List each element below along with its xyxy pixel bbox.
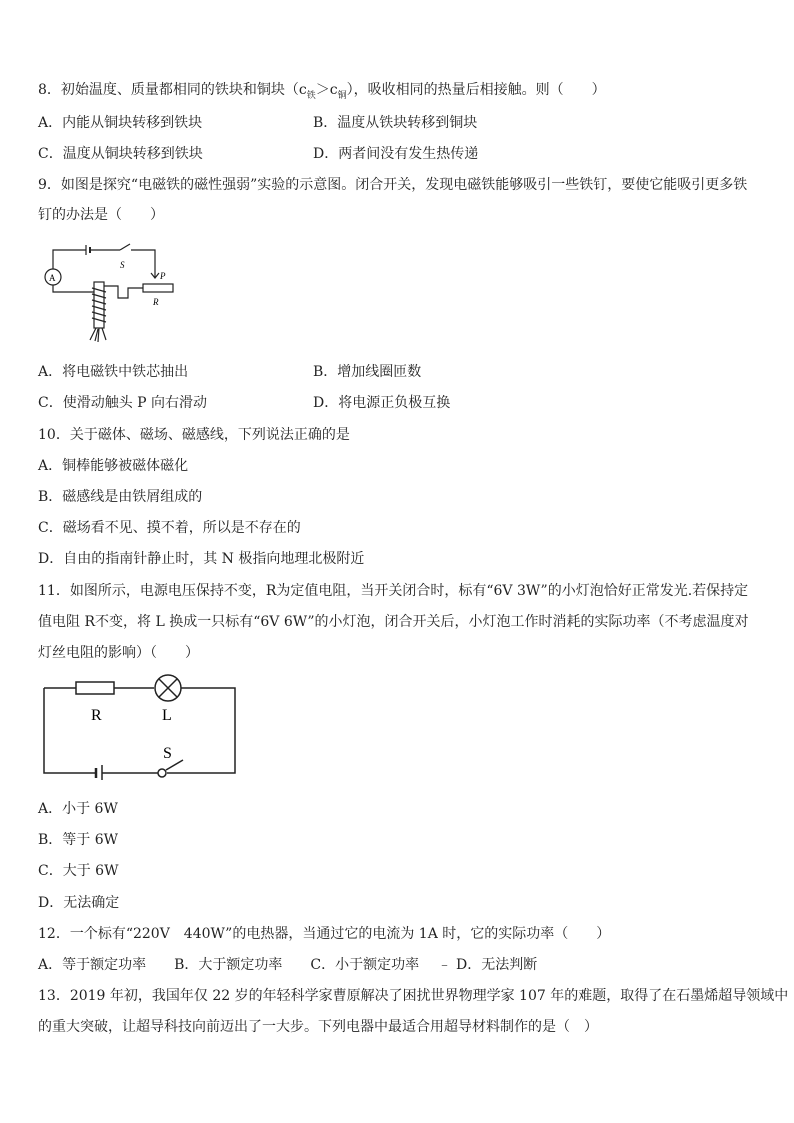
q9-option-d: D．将电源正负极互换 <box>313 395 451 411</box>
q10-stem: 10．关于磁体、磁场、磁感线，下列说法正确的是 <box>38 427 350 443</box>
q8-option-d: D．两者间没有发生热传递 <box>313 146 479 162</box>
q10-option-a: A．铜棒能够被磁体磁化 <box>38 458 189 474</box>
q11-option-b: B．等于 6W <box>38 832 119 848</box>
q9-stem-line1: 9．如图是探究“电磁铁的磁性强弱”实验的示意图。闭合开关，发现电磁铁能够吸引一些铁钉，要使它能吸引更多铁 <box>38 177 748 193</box>
rheostat-body <box>143 284 173 292</box>
lamp-circuit-diagram <box>38 672 243 780</box>
q12-options: A．等于额定功率 B．大于额定功率 C．小于额定功率 ﹣ D．无法判断 <box>38 957 538 973</box>
q11-stem-line1: 11．如图所示，电源电压保持不变，R为定值电阻，当开关闭合时，标有“6V 3W”的小灯泡恰好正常发光.若保持定 <box>38 583 749 599</box>
q11-option-d: D．无法确定 <box>38 895 120 911</box>
q8-stem: 8．初始温度、质量都相同的铁块和铜块$(c_铁>c_铜)$，吸收相同的热量后相接触。则（ ） <box>38 82 606 101</box>
q9-option-a: A．将电磁铁中铁芯抽出 <box>38 364 189 380</box>
q11-stem-line3: 灯丝电阻的影响）（ ） <box>38 645 199 661</box>
q11-option-a: A．小于 6W <box>38 801 118 817</box>
q9-stem-line2: 钉的办法是（ ） <box>38 207 164 223</box>
resistor-box <box>76 682 114 694</box>
resistor-label: R <box>91 707 102 724</box>
q8-option-b: B．温度从铁块转移到铜块 <box>313 115 478 131</box>
q10-option-b: B．磁感线是由铁屑组成的 <box>38 489 203 505</box>
q11-option-c: C．大于 6W <box>38 863 119 879</box>
switch-contact <box>158 769 166 777</box>
lamp-label: L <box>162 707 172 724</box>
switch-lever <box>120 244 130 250</box>
electromagnet-circuit-diagram <box>38 240 178 345</box>
switch-label: S <box>120 260 125 270</box>
q12-stem: 12．一个标有“220V 440W”的电热器，当通过它的电流为 1A 时，它的实际功率（ ） <box>38 926 611 942</box>
q10-option-c: C．磁场看不见、摸不着，所以是不存在的 <box>38 520 301 536</box>
q11-stem-line2: 值电阻 R不变，将 L 换成一只标有“6V 6W”的小灯泡，闭合开关后，小灯泡工作时消耗的实际功率（不考虑温度对 <box>38 614 749 630</box>
rheostat-label: R <box>153 297 159 307</box>
ammeter-label: A <box>49 273 56 283</box>
q10-option-d: D．自由的指南针静止时，其 N 极指向地理北极附近 <box>38 551 365 567</box>
q9-option-c: C．使滑动触头 P 向右滑动 <box>38 395 208 411</box>
slider-label: P <box>160 271 166 281</box>
q8-option-c: C．温度从铜块转移到铁块 <box>38 146 203 162</box>
q13-stem-line1: 13．2019 年初，我国年仅 22 岁的年轻科学家曹原解决了困扰世界物理学家 107 年的难题，取得了在石墨烯超导领域中 <box>38 988 789 1004</box>
q8-sub-iron: 铁 <box>306 90 316 101</box>
switch-label: S <box>163 745 172 762</box>
q9-option-b: B．增加线圈匝数 <box>313 364 422 380</box>
q13-stem-line2: 的重大突破，让超导科技向前迈出了一大步。下列电器中最适合用超导材料制作的是（ ） <box>38 1019 598 1035</box>
q8-sub-copper: 铜 <box>337 90 347 101</box>
q8-option-a: A．内能从铜块转移到铁块 <box>38 115 203 131</box>
